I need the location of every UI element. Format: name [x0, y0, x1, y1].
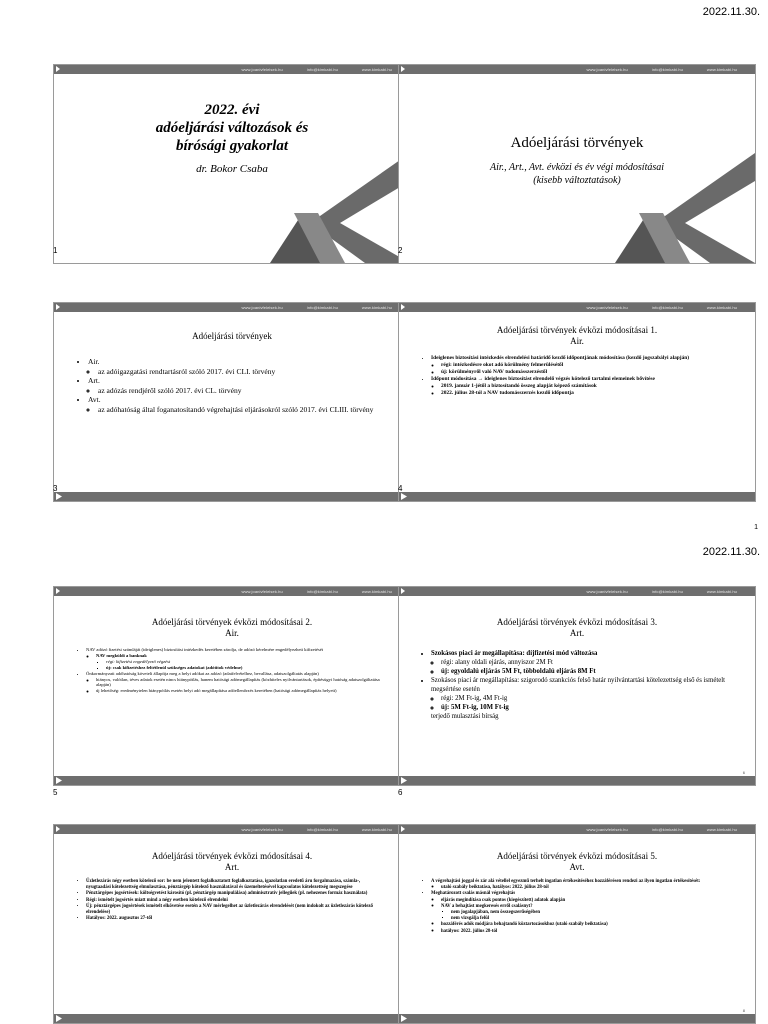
list-item: • Szokásos piaci ár megállapítása: díjfizetési mód változása [431, 649, 731, 658]
slide-body [78, 357, 386, 414]
list-item: • Üzletlezárás négy esetben kötelező sor: be nem jelentett foglalkoztatott foglalkoztatása, igazolatlan eredetű áru forgalmazása, számla-, nyugtaadási kötelezettség elmulasztása, pénztárgép kötelező használatával és üzemeltetésével kapcsolatos kötelezettség megszegése [86, 879, 384, 891]
list-item: ◦ az adóigazgatási rendtartásról szóló 2017. évi CLI. törvény [98, 367, 386, 377]
slide-header-bar: www.joanivfelelsek.hu info@kimkabi.hu www.kimkabi.hu [399, 303, 755, 312]
slide-body-trailer: terjedő mulasztási bírság [431, 713, 499, 720]
list-item: ◦ új lehetőség: eredménytelen hiánypótlás esetén helyi adó megállapítása adóellenőrzés keretében (hatósági adómegállapítás helyett) [96, 688, 384, 694]
slide-title: Adóeljárási törvények [192, 331, 272, 341]
slide-header-bar: www.joanivfelelsek.hu info@kimkabi.hu www.kimkabi.hu [399, 65, 755, 74]
slide-number: 4 [398, 484, 403, 493]
slide-2 [398, 64, 756, 264]
list-item: • A végrehajtási joggal és zár alá vétellel egyezmű terhelt ingatlan értékesítéséhez hozzáférésen rendezi az ilyen ingatlan értékesítését: [431, 879, 729, 885]
kimkabi-logo-icon [270, 153, 410, 263]
slide-body [421, 879, 729, 935]
list-item: • NAV adózó fizetési számláját (ideiglenes) biztosítási intézkedés keretében zárolja, de adózó kérelmére engedélyezheti kifizetését [86, 647, 384, 653]
list-item: • Art. ◦ az adózás rendjéről szóló 2017. évi CL. törvény [88, 376, 386, 395]
list-item: • Új: pénztárgépes jogsértések ismételt elkövetése esetén a NAV mérlegelhet az üzletlezárás elrendelését (nem indokolt az üzletlezárás kötelező elrendelése) [86, 904, 384, 916]
slide-5 [53, 586, 411, 786]
list-item: ▪ nem jogalapjában, nem összegszerűségében [451, 910, 729, 916]
slide-title: Adóeljárási törvények évközi módosításai 1. Air. [496, 325, 658, 346]
list-item: ◦ az adózás rendjéről szóló 2017. évi CL. törvény [98, 386, 386, 396]
list-item: • Pénztárgépes jogsértések: költségvetést károsító (pl. pénztárgép manipulálása) adminisztratív jellegűek (pl. nehezenes formáz használata) [86, 891, 384, 897]
slide-title: Adóeljárási törvények évközi módosításai 4. Art. [151, 851, 313, 872]
slide-number: 1 [53, 246, 58, 255]
list-item: • Önkormányzati adóhatóság követeli állapítja meg a helyi adókat az adózó (adatfelvételhez, bevallása, adatszolgáltatás alapján) [86, 671, 384, 677]
slide-footer-bar [399, 776, 755, 785]
slide-footer-bar [54, 492, 410, 501]
list-item: ◦ új: 5M Ft-ig, 10M Ft-ig [441, 703, 731, 712]
slide-page-number: 8 [742, 1008, 745, 1013]
slide-header-bar: www.joanivfelelsek.hu info@kimkabi.hu www.kimkabi.hu [399, 825, 755, 834]
slide-page-number: 6 [742, 770, 745, 775]
slide-title: Adóeljárási törvények [510, 135, 644, 151]
list-item: ◦ hozzáférés adók módjára behajtandó köztartozásokhoz (utaló szabály beiktatása) [441, 922, 729, 928]
list-item: • Avt. ◦ az adóhatóság által foganatosítandó végrehajtási eljárásokról szóló 2017. évi CLIII. törvény [88, 395, 386, 414]
slide-4 [398, 302, 756, 502]
list-item: • Szokásos piaci ár megállapítása: szigorodó szankciós felső határ nyilvántartási kötelezettség első és ismételt megsértése esetén [431, 676, 731, 694]
list-item: • Hatályos: 2022. augusztus 27-től [86, 916, 384, 922]
page-marker: 1 [754, 524, 758, 531]
list-item: ◦ 2022. július 28-tól a NAV tudomásszerzés kezdő időpontja [441, 390, 733, 397]
slide-body [76, 647, 384, 694]
slide-number: 2 [398, 246, 403, 255]
page-date-top: 2022.11.30. [702, 6, 760, 18]
list-item: • Időpont módosítása → ideiglenes biztosítást elrendelő végzés kötelező tartalmi elemeinek bővítése [431, 376, 733, 383]
slide-body [421, 649, 731, 721]
slide-footer-bar [54, 776, 410, 785]
list-item: ◦ utaló szabály beiktatása, hatályos: 2022. július 28-tól [441, 885, 729, 891]
slide-number: 3 [53, 484, 58, 493]
page-date-mid: 2022.11.30. [702, 546, 760, 558]
list-item: ◦ régi: 2M Ft-ig, 4M Ft-ig [441, 694, 731, 703]
slide-7 [53, 824, 411, 1024]
list-item: • Air. ◦ az adóigazgatási rendtartásról szóló 2017. évi CLI. törvény [88, 357, 386, 376]
list-item: ◦ eljárás megindítása csak pontos (kiegészített) adatok alapján [441, 898, 729, 904]
list-item: • Ideiglenes biztosítási intézkedés elrendelési határidő kezdő időpontjának módosítása (kezdő jogszabályi alapján) [431, 355, 733, 362]
slide-footer-bar [399, 1014, 755, 1023]
list-item: ▪ régi: kifizetési engedélyező végzést [106, 659, 384, 665]
slide-6 [398, 586, 756, 786]
list-item: ◦ régi: intézkedésre okot adó körülmény felmerülésétől [441, 362, 733, 369]
slide-header-bar: www.joanivfelelsek.hu info@kimkabi.hu www.kimkabi.hu [54, 825, 410, 834]
kimkabi-logo-icon [615, 153, 755, 263]
slide-author: dr. Bokor Csaba [196, 163, 268, 175]
list-item: ◦ régi: alany oldali ejárás, annyiszor 2M Ft [441, 658, 731, 667]
slide-8 [398, 824, 756, 1024]
list-item: ◦ új: körülményről való NAV tudomásszerzéstől [441, 369, 733, 376]
slide-1 [53, 64, 411, 264]
list-item: ◦ NAV megküldi a banknak [96, 653, 384, 659]
slide-number: 5 [53, 788, 58, 797]
slide-footer-bar [54, 1014, 410, 1023]
slide-number: 6 [398, 788, 403, 797]
slide-header-bar: www.joanivfelelsek.hu info@kimkabi.hu www.kimkabi.hu [399, 587, 755, 596]
list-item: ◦ új: egyoldalú eljárás 5M Ft, többoldalú eljárás 8M Ft [441, 667, 731, 676]
slide-header-bar: www.joanivfelelsek.hu info@kimkabi.hu www.kimkabi.hu [54, 587, 410, 596]
list-item: ◦ hiányos, valótlan, téves adatok esetén nincs hiánypótlás, hanem hatósági adómegállapítás (közhiteles nyilvántartások, építésügyi hatóság adatszolgáltatása alapján) [96, 677, 384, 689]
list-item: ▪ új: csak kifizetéshez feltétlenül szükséges adatokat (adótitok védelme) [106, 665, 384, 671]
slide-body [421, 355, 733, 397]
slide-header-bar: www.joanivfelelsek.hu info@kimkabi.hu www.kimkabi.hu [54, 65, 410, 74]
list-item: ◦ hatályos: 2022. július 28-tól [441, 929, 729, 935]
slide-subtitle: Air., Art., Avt. évközi és év végi módosításai (kisebb változtatások) [489, 162, 665, 186]
list-item: • Régi: ismételt jogsértés miatt mind a négy esetben kötelező elrendelni [86, 898, 384, 904]
slide-footer-bar [399, 492, 755, 501]
slide-title: Adóeljárási törvények évközi módosításai 5. Avt. [496, 851, 658, 872]
slide-title: Adóeljárási törvények évközi módosításai 3. Art. [496, 617, 658, 638]
slide-header-bar: www.joanivfelelsek.hu info@kimkabi.hu www.kimkabi.hu [54, 303, 410, 312]
list-item: ◦ NAV a behajtást megkeresés erről csalásnyt? [441, 904, 729, 910]
list-item: ◦ az adóhatóság által foganatosítandó végrehajtási eljárásokról szóló 2017. évi CLIII. törvény [98, 405, 386, 415]
list-item: ◦ 2019. január 1-jétől a biztosítandó összeg alapját képező számítások [441, 383, 733, 390]
slide-title: 2022. évi adóeljárási változások és bírósági gyakorlat [155, 102, 309, 154]
list-item: • Meghatározott csalás másnál végrehajtás [431, 891, 729, 897]
slide-title: Adóeljárási törvények évközi módosításai 2. Air. [151, 617, 313, 638]
slide-body [76, 879, 384, 922]
slide-3 [53, 302, 411, 502]
list-item: ▪ nem vizsgálja felül [451, 916, 729, 922]
